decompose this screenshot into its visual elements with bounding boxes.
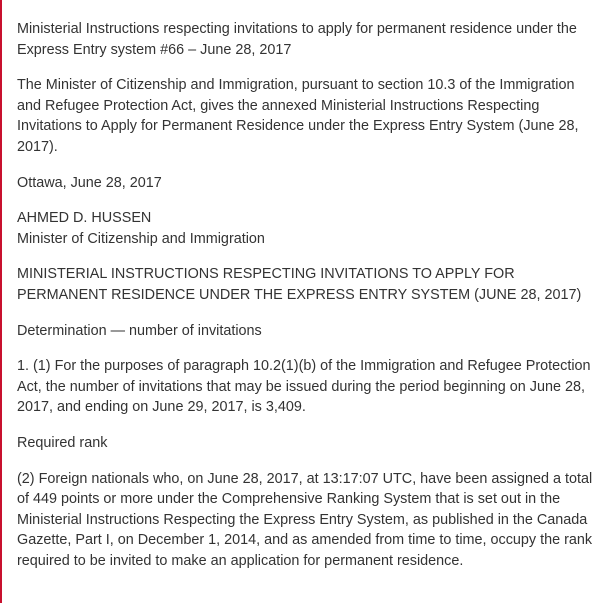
section1-heading: Determination — number of invitations — [17, 322, 262, 339]
section1-paragraph: 1. (1) For the purposes of paragraph 10.2(1)(b) of the Immigration and Refugee Protection Act, the number of invitations that may be issued during the period beginning on June 28, 2017, and ending on June 29, 2017, is 3,409. — [17, 358, 591, 416]
signatory-title: Minister of Citizenship and Immigration — [17, 230, 265, 247]
document-body — [17, 19, 597, 586]
document-title: Ministerial Instructions respecting invitations to apply for permanent residence under the Express Entry system #66 – June 28, 2017 — [17, 21, 577, 58]
preamble-paragraph: The Minister of Citizenship and Immigration, pursuant to section 10.3 of the Immigration and Refugee Protection Act, gives the annexed Ministerial Instructions Respecting Invitations to Apply for Permanent Residence under the Express Entry System (June 28, 2017). — [17, 77, 579, 155]
signatory-name: AHMED D. HUSSEN — [17, 210, 152, 227]
signature-block — [17, 208, 597, 249]
section2-paragraph: (2) Foreign nationals who, on June 28, 2017, at 13:17:07 UTC, have been assigned a total of 449 points or more under the Comprehensive Ranking System that is set out in the Ministerial Instructions Respecting the Express Entry System, as published in the Canada Gazette, Part I, on December 1, 2014, and as amended from time to time, occupy the rank required to be invited to make an application for permanent residence. — [17, 470, 593, 569]
section2-heading: Required rank — [17, 434, 108, 451]
place-date: Ottawa, June 28, 2017 — [17, 174, 162, 191]
instructions-heading: MINISTERIAL INSTRUCTIONS RESPECTING INVITATIONS TO APPLY FOR PERMANENT RESIDENCE UNDER THE EXPRESS ENTRY SYSTEM (JUNE 28, 2017) — [17, 266, 582, 303]
